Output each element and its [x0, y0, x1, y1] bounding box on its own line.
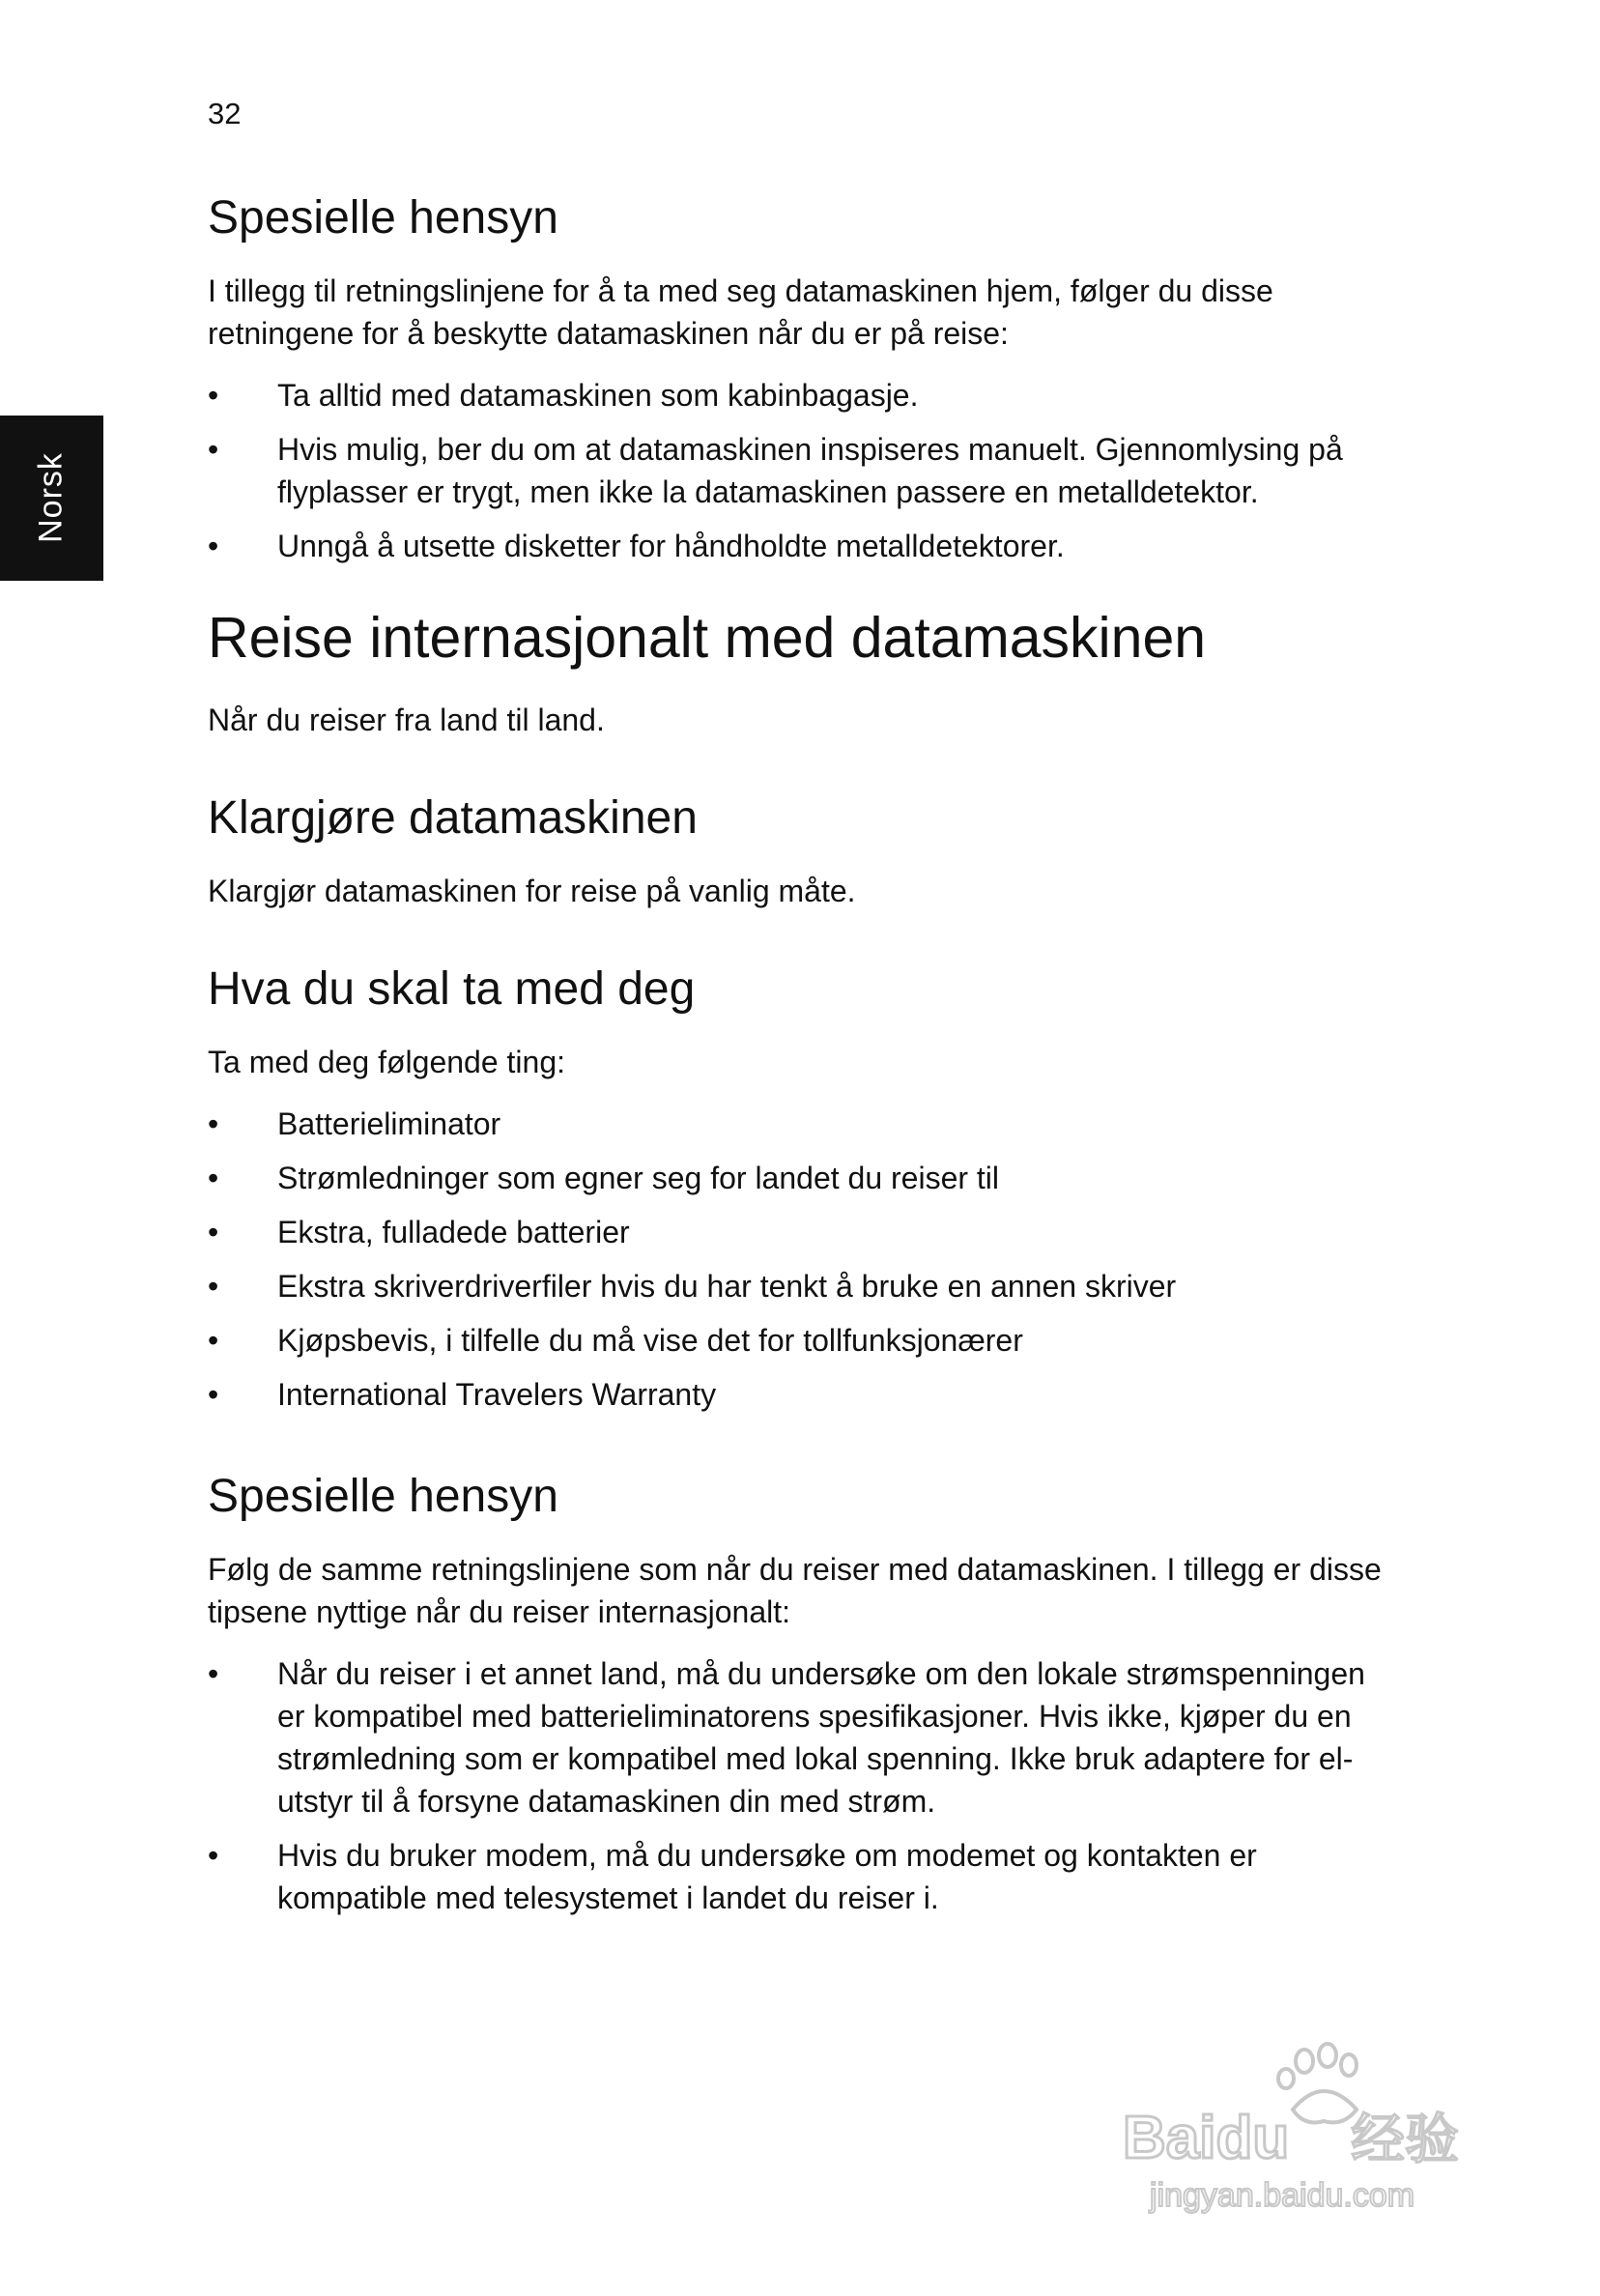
- section-intro: Ta med deg følgende ting:: [208, 1045, 566, 1079]
- list-item: [208, 1373, 1386, 1416]
- list-item: [208, 1265, 1386, 1307]
- list-item: [208, 1834, 1386, 1919]
- list-item: [208, 1103, 1386, 1145]
- list-item-text: Hvis mulig, ber du om at datamaskinen inspiseres manuelt. Gjennomlysing på flyplasser er trygt, men ikke la datamaskinen passere en metalldetektor.: [277, 432, 1343, 509]
- list-item-text: Strømledninger som egner seg for landet du reiser til: [277, 1161, 1000, 1195]
- bullet-list: [208, 1103, 1386, 1416]
- list-item-text: Unngå å utsette disketter for håndholdte metalldetektorer.: [277, 529, 1065, 563]
- watermark-brand: Baidu: [1123, 2105, 1290, 2171]
- bullet-icon: •: [208, 1323, 219, 1358]
- language-tab-label: Norsk: [32, 452, 70, 543]
- bullet-list: [208, 1652, 1386, 1919]
- page-number: 32: [208, 97, 242, 130]
- bullet-icon: •: [208, 378, 219, 413]
- language-tab: [0, 416, 103, 581]
- list-item: [208, 1652, 1386, 1822]
- list-item-text: International Travelers Warranty: [277, 1377, 717, 1412]
- bullet-icon: •: [208, 1161, 219, 1195]
- list-item-text: Hvis du bruker modem, må du undersøke om modemet og kontakten er kompatible med telesystemet i landet du reiser i.: [277, 1838, 1257, 1915]
- section-heading-special-considerations-intl: Spesielle hensyn: [208, 1471, 558, 1522]
- page-content: [208, 189, 1386, 1931]
- chapter-heading: Reise internasjonalt med datamaskinen: [208, 606, 1207, 670]
- section-heading-special-considerations: Spesielle hensyn: [208, 192, 558, 244]
- watermark-url: jingyan.baidu.com: [1150, 2177, 1415, 2214]
- bullet-icon: •: [208, 1377, 219, 1412]
- section-heading-prepare: Klargjøre datamaskinen: [208, 792, 698, 844]
- bullet-icon: •: [208, 1269, 219, 1304]
- watermark-brand-cn: 经验: [1351, 2109, 1459, 2171]
- list-item-text: Kjøpsbevis, i tilfelle du må vise det for tollfunksjonærer: [277, 1323, 1023, 1358]
- section-intro: I tillegg til retningslinjene for å ta med seg datamaskinen hjem, følger du disse retningene for å beskytte datamaskinen når du er på reise:: [208, 273, 1273, 351]
- list-item-text: Batterieliminator: [277, 1106, 501, 1141]
- bullet-icon: •: [208, 1215, 219, 1249]
- paw-icon: [1278, 2044, 1357, 2123]
- baidu-jingyan-watermark: [1121, 2034, 1507, 2227]
- list-item: [208, 525, 1386, 567]
- list-item-text: Ekstra, fulladede batterier: [277, 1215, 630, 1249]
- list-item-text: Ta alltid med datamaskinen som kabinbagasje.: [277, 378, 919, 413]
- section-heading-what-to-bring: Hva du skal ta med deg: [208, 963, 696, 1015]
- list-item: [208, 1157, 1386, 1199]
- list-item: [208, 1211, 1386, 1253]
- list-item-text: Når du reiser i et annet land, må du undersøke om den lokale strømspenningen er kompatibel med batterieliminatorens spesifikasjoner. Hvis ikke, kjøper du en strømledning som er kompatibel med lokal spenning. Ikke bruk adaptere for el-utstyr til å forsyne datamaskinen din med strøm.: [277, 1656, 1365, 1819]
- bullet-icon: •: [208, 529, 219, 563]
- list-item: [208, 428, 1386, 513]
- bullet-icon: •: [208, 1106, 219, 1141]
- list-item-text: Ekstra skriverdriverfiler hvis du har tenkt å bruke en annen skriver: [277, 1269, 1177, 1304]
- bullet-icon: •: [208, 1838, 219, 1873]
- bullet-icon: •: [208, 432, 219, 467]
- section-intro: Klargjør datamaskinen for reise på vanlig måte.: [208, 874, 856, 908]
- list-item: [208, 1319, 1386, 1362]
- bullet-list: [208, 374, 1386, 567]
- section-intro: Når du reiser fra land til land.: [208, 703, 605, 737]
- list-item: [208, 374, 1386, 416]
- bullet-icon: •: [208, 1656, 219, 1691]
- section-intro: Følg de samme retningslinjene som når du reiser med datamaskinen. I tillegg er disse tipsene nyttige når du reiser internasjonalt:: [208, 1552, 1382, 1629]
